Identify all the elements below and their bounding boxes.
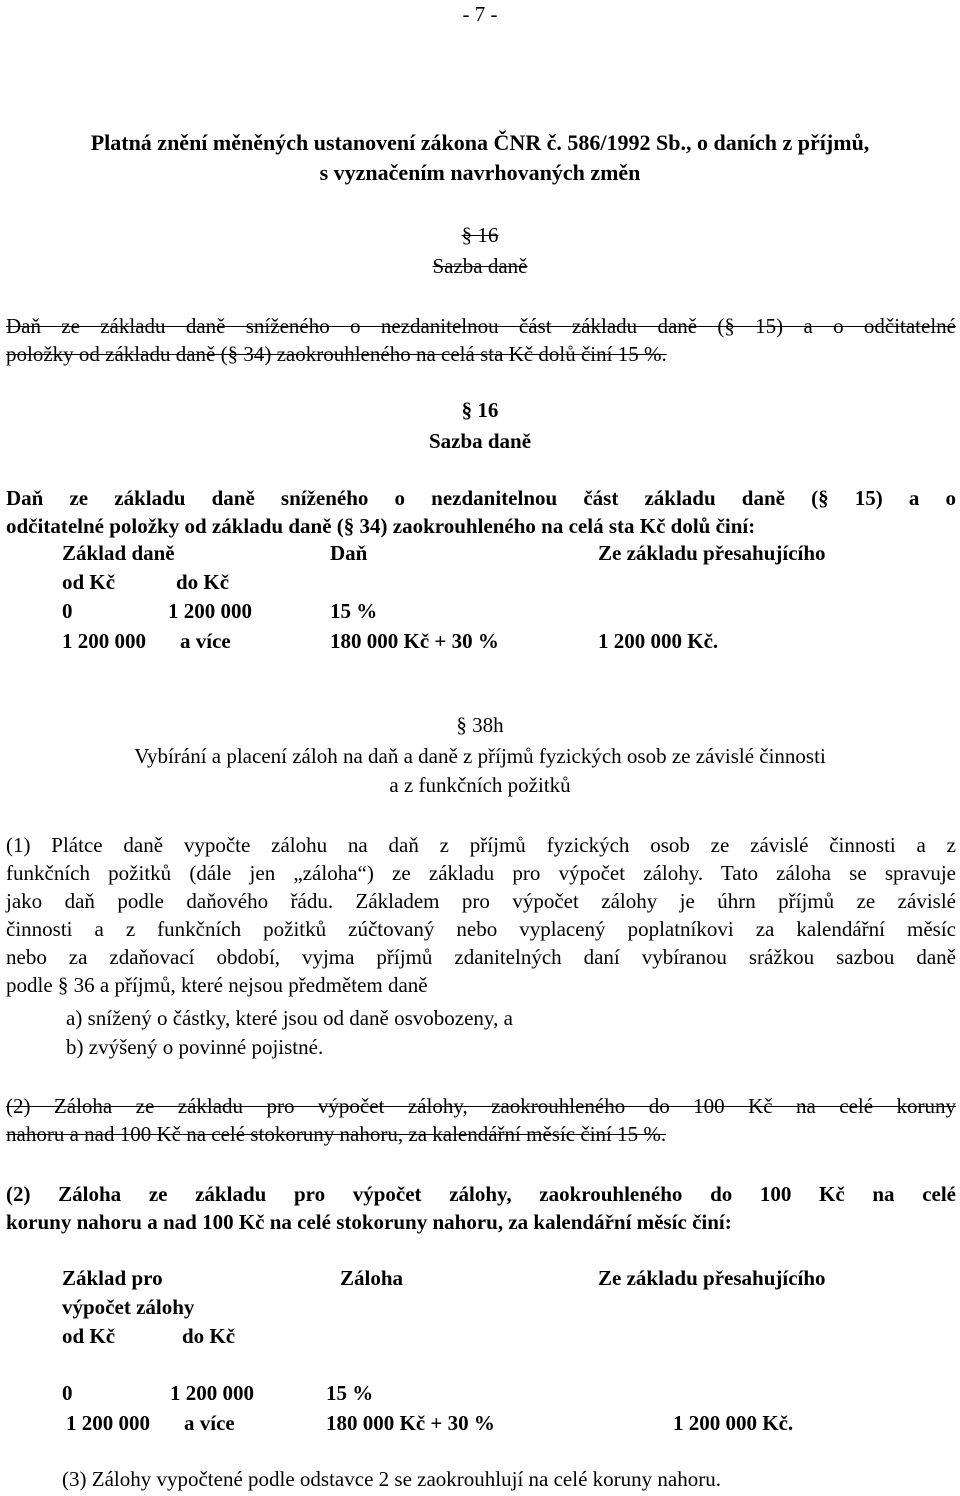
advance-table-r2-to: a více [184, 1411, 235, 1435]
advance-table-header-base: Základ pro [62, 1266, 163, 1290]
p1-line: podle § 36 a příjmů, které nejsou předmětem daně [6, 973, 428, 997]
rate-table-header-over: Ze základu přesahujícího [598, 541, 826, 565]
rate-table-sub-from: od Kč [62, 570, 116, 594]
old-section-16-text [6, 312, 956, 368]
p1-line: činnosti a z funkčních požitků zúčtovaný nebo vyplacený poplatníkovi za kalendářní měsíc [6, 917, 956, 941]
rate-table-header-base: Základ daně [62, 541, 175, 565]
rate-table-r2-to: a více [180, 629, 231, 653]
section-38h-heading-line1: Vybírání a placení záloh na daň a daně z příjmů fyzických osob ze závislé činnosti [134, 744, 826, 768]
rate-table-r2-tax: 180 000 Kč + 30 % [330, 629, 499, 653]
advance-table-r2-over: 1 200 000 Kč. [673, 1411, 794, 1435]
new-p2-line1: (2) Záloha ze základu pro výpočet zálohy, zaokrouhleného do 100 Kč na celé [6, 1182, 956, 1206]
advance-table-r1-from: 0 [62, 1381, 73, 1405]
new-section-16-line1: Daň ze základu daně sníženého o nezdanitelnou část základu daně (§ 15) a o [6, 486, 956, 510]
p1-line: (1) Plátce daně vypočte zálohu na daň z příjmů fyzických osob ze závislé činnosti a z [6, 833, 956, 857]
p1-line: nebo za zdaňovací období, vyjma příjmů zdanitelných daní vybíranou srážkou sazbou daně [6, 945, 956, 969]
section-38h-number: § 38h [456, 713, 504, 737]
paragraph-3: (3) Zálohy vypočtené podle odstavce 2 se zaokrouhlují na celé koruny nahoru. [62, 1467, 721, 1491]
advance-table-header-over: Ze základu přesahujícího [598, 1266, 826, 1290]
rate-table-r2-over: 1 200 000 Kč. [598, 629, 719, 653]
paragraph-1-item-b: b) zvýšený o povinné pojistné. [66, 1035, 324, 1059]
document-title-line2: s vyznačením navrhovaných změn [319, 160, 641, 185]
advance-table-r2-from: 1 200 000 [66, 1411, 150, 1435]
advance-table-sub-from: od Kč [62, 1324, 116, 1348]
rate-table-sub-to: do Kč [176, 570, 230, 594]
old-paragraph-2 [6, 1092, 956, 1148]
section-38h-heading-line2: a z funkčních požitků [389, 773, 571, 797]
advance-table-r1-advance: 15 % [326, 1381, 374, 1405]
p1-line: jako daň podle daňového řádu. Základem pro výpočet zálohy je úhrn příjmů ze závislé [6, 889, 956, 913]
paragraph-1-item-a: a) snížený o částky, které jsou od daně osvobozeny, a [66, 1006, 513, 1030]
advance-table-r2-advance: 180 000 Kč + 30 % [326, 1411, 495, 1435]
rate-table-r2-from: 1 200 000 [62, 629, 146, 653]
document-title-line1: Platná znění měněných ustanovení zákona ČNR č. 586/1992 Sb., o daních z příjmů, [90, 130, 870, 155]
advance-table-r1-to: 1 200 000 [170, 1381, 254, 1405]
new-section-16-heading: Sazba daně [428, 429, 532, 453]
rate-table-r1-from: 0 [62, 599, 73, 623]
rate-table-header-tax: Daň [330, 541, 368, 565]
new-section-16-number: § 16 [461, 398, 499, 422]
advance-table-header-advance: Záloha [340, 1266, 404, 1290]
old-section-16-heading: Sazba daně [432, 254, 528, 278]
page-number: - 7 - [462, 2, 498, 26]
new-section-16-text [6, 484, 956, 540]
rate-table-r1-to: 1 200 000 [168, 599, 252, 623]
new-paragraph-2 [6, 1180, 956, 1236]
section-38h-paragraph-1 [6, 831, 956, 999]
rate-table-r1-tax: 15 % [330, 599, 378, 623]
old-section-16-number: § 16 [461, 223, 499, 247]
old-p2-line2: nahoru a nad 100 Kč na celé stokoruny nahoru, za kalendářní měsíc činí 15 %. [6, 1122, 667, 1146]
advance-table-sub-to: do Kč [182, 1324, 236, 1348]
p1-line: funkčních požitků (dále jen „záloha“) ze základu pro výpočet zálohy. Tato záloha se spravuje [6, 861, 956, 885]
new-p2-line2: koruny nahoru a nad 100 Kč na celé stokoruny nahoru, za kalendářní měsíc činí: [6, 1210, 732, 1234]
advance-table-header-base-line2: výpočet zálohy [62, 1295, 195, 1319]
old-section-16-line1: Daň ze základu daně sníženého o nezdanitelnou část základu daně (§ 15) a o odčitatelné [6, 314, 956, 338]
old-section-16-line2: položky od základu daně (§ 34) zaokrouhleného na celá sta Kč dolů činí 15 %. [6, 342, 667, 366]
new-section-16-line2: odčitatelné položky od základu daně (§ 34) zaokrouhleného na celá sta Kč dolů činí: [6, 514, 756, 538]
old-p2-line1: (2) Záloha ze základu pro výpočet zálohy, zaokrouhleného do 100 Kč na celé koruny [6, 1094, 956, 1118]
